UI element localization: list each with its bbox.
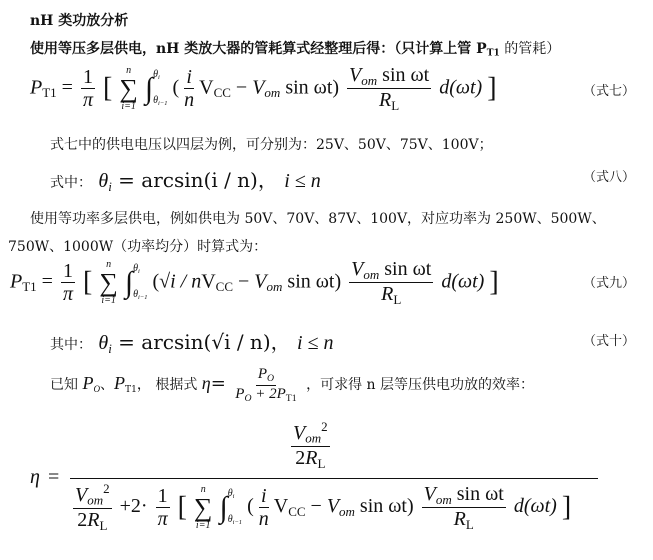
equation-7: $P_{T1}$ = $\frac{1}{\pi}$ [ n ∑ i=1 ∫ $\theta_i$ $\theta_{i-1}$ ( $\frac{i}{n}$ $V_{CC} - V_{om}$ sin ωt) $\frac{V_{om} \sin \omega t}{R_L}$ d(ωt) ] xyxy=(30,64,497,114)
equation-9: $P_{T1}$ = $\frac{1}{\pi}$ [ n ∑ i=1 ∫ $\theta_i$ $\theta_{i-1}$ ($√i / nV_{CC} - V_{om}$ sin ωt) $\frac{V_{om} \sin \omega t}{R_L}$ d(ωt) ] xyxy=(10,258,499,308)
para-supply-voltages: 式七中的供电电压以四层为例，可分别为：25V、50V、75V、100V； xyxy=(50,137,493,153)
tag-eq10: （式十） xyxy=(583,334,636,349)
equation-8: 式中： $\theta_i = \arcsin(i / n)$， i ≤ n xyxy=(50,168,321,194)
tag-eq9: （式九） xyxy=(583,276,636,291)
intro-sub: T1 xyxy=(486,47,500,59)
known-line: 已知 $P_O$、$P_{T1}$， 根据式 η= $\frac{P_O}{P_O + 2P_{T1}}$ ，可求得 n 层等压供电功放的效率： xyxy=(50,366,535,404)
tag-eq8: （式八） xyxy=(583,170,636,185)
equation-10: 其中： $\theta_i = \arcsin(√i / n)$， i ≤ n xyxy=(50,330,334,356)
para-equal-power-2: 750W、1000W（功率均分）时算式为： xyxy=(8,239,268,255)
section-heading: nH 类功放分析 xyxy=(30,13,129,29)
intro-main: 使用等压多层供电，nH 类放大器的管耗算式经整理后得：（只计算上管 P xyxy=(30,41,487,57)
intro-tail: 的管耗） xyxy=(499,41,561,57)
intro-text xyxy=(30,38,560,59)
para-equal-power-1: 使用等功率多层供电，例如供电为 50V、70V、87V、100V，对应功率为 250W、500W、 xyxy=(30,211,606,227)
tag-eq7: （式七） xyxy=(583,84,636,99)
